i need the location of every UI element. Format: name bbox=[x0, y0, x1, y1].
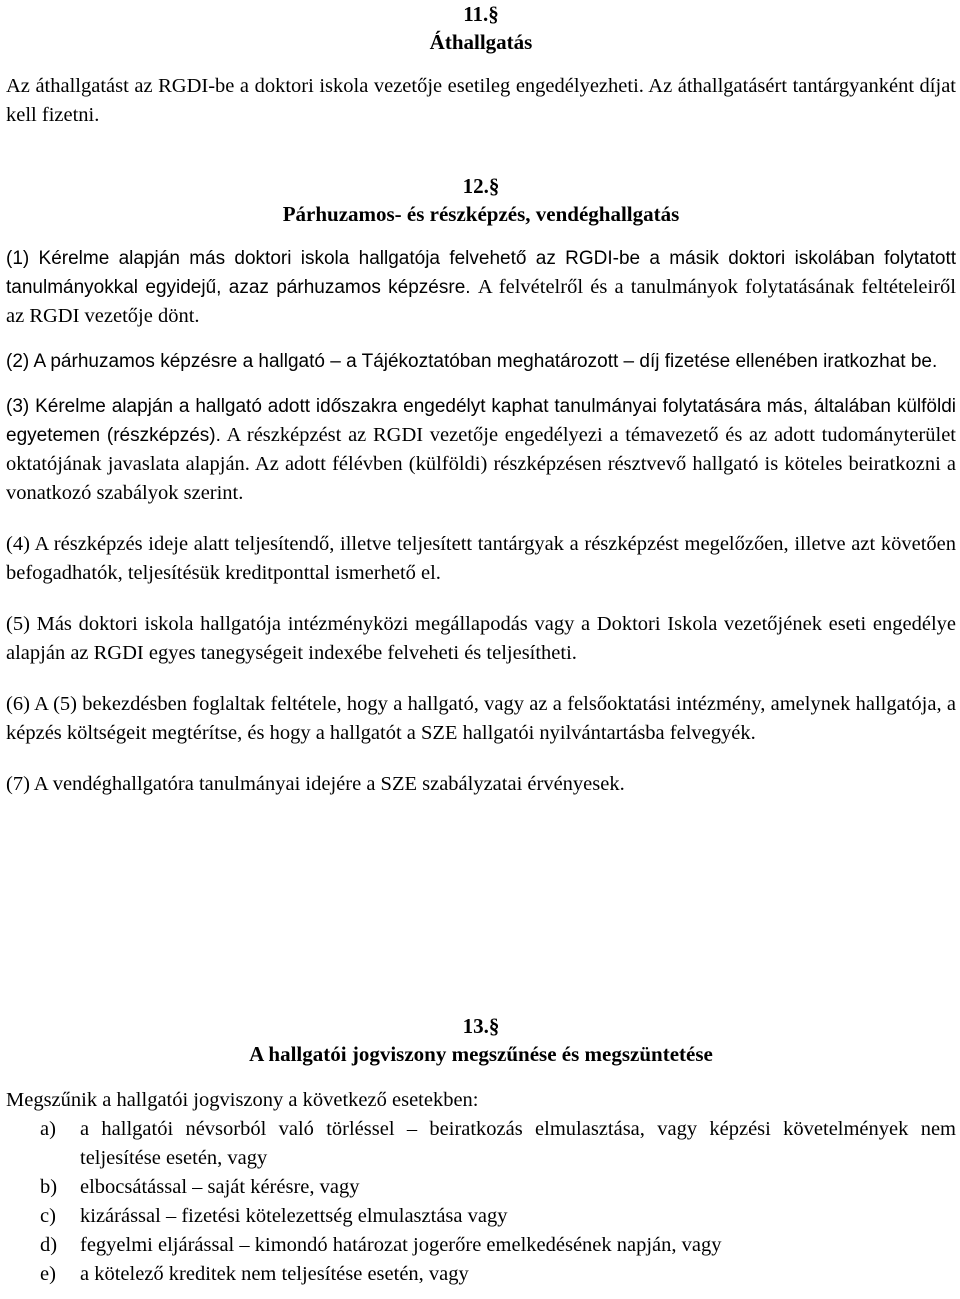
list-item-text: a kötelező kreditek nem teljesítése esetén, vagy bbox=[80, 1263, 469, 1285]
paragraph-5: (5) Más doktori iskola hallgatója intézményközi megállapodás vagy a Doktori Iskola vezetőjének eseti engedélye alapján az RGDI egyes tanegységeit indexébe felveheti és teljesítheti. bbox=[6, 613, 956, 664]
paragraph-1-part-b: A felvételről és a tanulmányok folytatásának feltételeiről az RGDI vezetője dönt. bbox=[6, 276, 956, 327]
paragraph-1 bbox=[6, 244, 956, 331]
paragraph-3 bbox=[6, 392, 956, 508]
list-item bbox=[6, 1231, 956, 1260]
termination-list bbox=[6, 1115, 956, 1289]
list-item-text: a hallgatói névsorból való törléssel – beiratkozás elmulasztása, vagy képzési követelmények nem teljesítése esetén, vagy bbox=[80, 1118, 956, 1169]
paragraph-7: (7) A vendéghallgatóra tanulmányai idejére a SZE szabályzatai érvényesek. bbox=[6, 773, 625, 795]
section-title: A hallgatói jogviszony megszűnése és megszüntetése bbox=[249, 1042, 713, 1066]
paragraph-2: (2) A párhuzamos képzésre a hallgató – a Tájékoztatóban meghatározott – díj fizetése ellenében iratkozhat be. bbox=[6, 351, 938, 372]
list-item-letter: b) bbox=[40, 1176, 58, 1198]
section-number: 12.§ bbox=[462, 174, 500, 198]
section-number: 13.§ bbox=[462, 1014, 500, 1038]
section-11 bbox=[6, 0, 956, 130]
list-item-text: fegyelmi eljárással – kimondó határozat jogerőre emelkedésének napján, vagy bbox=[80, 1234, 722, 1256]
list-intro: Megszűnik a hallgatói jogviszony a következő esetekben: bbox=[6, 1089, 479, 1111]
section-title: Áthallgatás bbox=[429, 30, 533, 54]
paragraph-4: (4) A részképzés ideje alatt teljesítendő, illetve teljesített tantárgyak a részképzést megelőzően, illetve azt követően befogadhatók, teljesítésük kreditponttal ismerhető el. bbox=[6, 533, 956, 584]
list-item-text: elbocsátással – saját kérésre, vagy bbox=[80, 1176, 360, 1198]
section-13 bbox=[6, 1012, 956, 1289]
section-title: Párhuzamos- és részképzés, vendéghallgatás bbox=[282, 202, 680, 226]
section-12 bbox=[6, 172, 956, 799]
list-item bbox=[6, 1173, 956, 1202]
list-item-letter: c) bbox=[40, 1205, 56, 1227]
paragraph-1-part-a: (1) Kérelme alapján más doktori iskola hallgatója felvehető az RGDI-be a másik doktori iskolában folytatott tanulmányokkal egyidejű, azaz párhuzamos képzésre. bbox=[6, 248, 956, 298]
list-item bbox=[6, 1115, 956, 1173]
list-item bbox=[6, 1202, 956, 1231]
paragraph: Az áthallgatást az RGDI-be a doktori iskola vezetője esetileg engedélyezheti. Az áthallgatásért tantárgyanként díjat kell fizetni. bbox=[6, 75, 956, 126]
list-item-letter: d) bbox=[40, 1234, 58, 1256]
list-item-text: kizárással – fizetési kötelezettség elmulasztása vagy bbox=[80, 1205, 508, 1227]
paragraph-3-part-a: (3) Kérelme alapján a hallgató adott időszakra engedélyt kaphat tanulmányai folytatására más, általában külföldi egyetemen (részképzés). bbox=[6, 396, 956, 446]
paragraph-3-part-b: A részképzést az RGDI vezetője engedélyezi a témavezető és az adott tudományterület oktatójának javaslata alapján. Az adott félévben (külföldi) részképzésen résztvevő hallgató is köteles beiratkozni a vonatkozó szabályok szerint. bbox=[6, 424, 956, 504]
list-item bbox=[6, 1260, 956, 1289]
paragraph-6: (6) A (5) bekezdésben foglaltak feltétele, hogy a hallgató, vagy az a felsőoktatási intézmény, amelynek hallgatója, a képzés költségeit megtérítse, és hogy a hallgatót a SZE hallgatói nyilvántartásba felvegyék. bbox=[6, 693, 956, 744]
list-item-letter: e) bbox=[40, 1263, 56, 1285]
list-item-letter: a) bbox=[40, 1118, 56, 1140]
section-number: 11.§ bbox=[463, 2, 499, 26]
